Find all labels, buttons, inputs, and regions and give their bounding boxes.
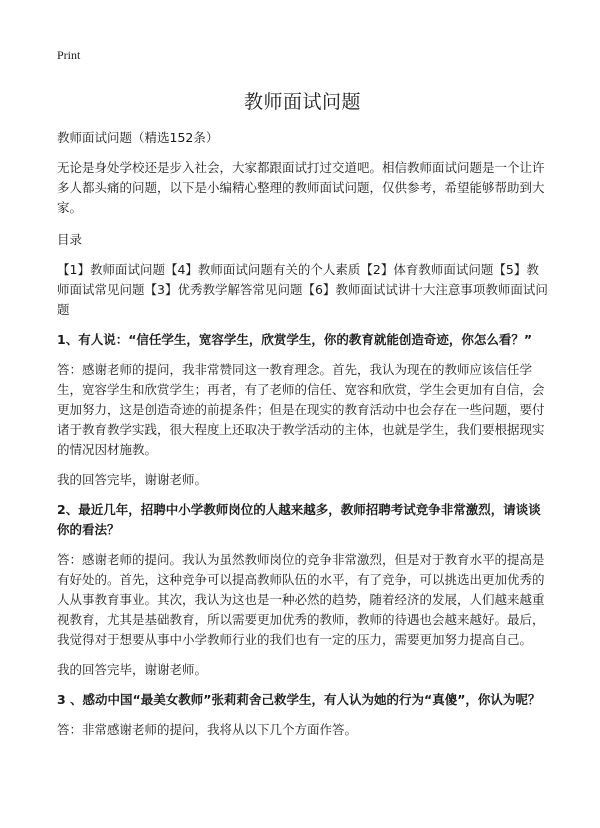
closing-2: 我的回答完毕，谢谢老师。: [57, 662, 208, 677]
answer-3: 答：非常感谢老师的提问，我将从以下几个方面作答。: [57, 722, 358, 737]
question-2: 2、最近几年，招聘中小学教师岗位的人越来越多，教师招聘考试竞争非常激烈，请谈谈你的看法？: [57, 502, 541, 537]
document-title: 教师面试问题: [243, 91, 361, 113]
toc-list: 【1】教师面试问题【4】教师面试问题有关的个人素质【2】体育教师面试问题【5】教师面试常见问题【3】优秀教学解答常见问题【6】教师面试试讲十大注意事项教师面试问题: [57, 262, 548, 317]
closing-1: 我的回答完毕，谢谢老师。: [57, 472, 208, 487]
document-subtitle: 教师面试问题（精选152条）: [57, 130, 219, 145]
answer-2: 答：感谢老师的提问。我认为虽然教师岗位的竞争非常激烈，但是对于教育水平的提高是有好处的。首先，这种竞争可以提高教师队伍的水平，有了竞争，可以挑选出更加优秀的人从事教育事业。其次，我认为这也是一种必然的趋势，随着经济的发展，人们越来越重视教育，尤其是基础教育，所以需要更加优秀的教师，教师的待遇也会越来越好。最后，我觉得对于想要从事中小学教师行业的我们也有一定的压力，需要更加努力提高自己。: [57, 552, 545, 647]
question-1: 1、有人说：“信任学生，宽容学生，欣赏学生，你的教育就能创造奇迹，你怎么看？”: [57, 332, 533, 347]
answer-1: 答：感谢老师的提问，我非常赞同这一教育理念。首先，我认为现在的教师应该信任学生，宽容学生和欣赏学生；再者，有了老师的信任、宽容和欣赏，学生会更加有自信，会更加努力，这是创造奇迹的前提条件；但是在现实的教育活动中也会存在一些问题，要付诸于教育教学实践，很大程度上还取决于教学活动的主体，也就是学生，我们要根据现实的情况因材施教。: [57, 362, 545, 457]
print-link[interactable]: Print: [57, 48, 81, 62]
toc-heading: 目录: [57, 232, 83, 247]
intro-paragraph: 无论是身处学校还是步入社会，大家都跟面试打过交道吧。相信教师面试问题是一个让许多人都头痛的问题，以下是小编精心整理的教师面试问题，仅供参考，希望能够帮助到大家。: [57, 160, 545, 215]
question-3: 3 、感动中国“最美女教师”张莉莉舍己救学生，有人认为她的行为“真傻”，你认为呢？: [57, 692, 541, 707]
